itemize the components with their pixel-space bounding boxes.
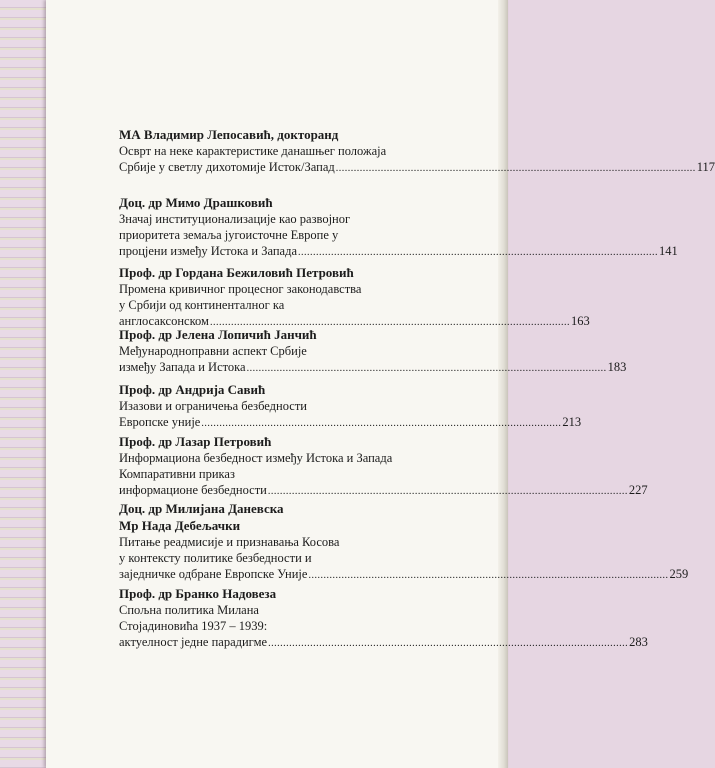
entry-title-line: Информациона безбедност између Истока и Запада [119, 451, 393, 465]
dot-leader: ........................................................................................................................ [268, 638, 629, 649]
toc-entry [119, 433, 648, 500]
entry-title-line: између Запада и Истока [119, 360, 246, 374]
page-number: 117 [696, 160, 715, 174]
entry-title-line: Стојадиновића 1937 – 1939: [119, 619, 268, 633]
toc-entry [119, 264, 590, 331]
entry-author: Проф. др Андрија Савић [119, 382, 266, 397]
entry-title-line: информационе безбедности [119, 483, 267, 497]
entry-last-line [119, 566, 689, 584]
entry-title-line: Компаративни приказ [119, 467, 235, 481]
page-number: 163 [570, 314, 590, 328]
entry-last-line [119, 359, 627, 377]
entry-title-line: заједничке одбране Европске Уније [119, 567, 308, 581]
entry-author: Доц. др Мимо Драшковић [119, 195, 273, 210]
entry-title-line: Промена кривичног процесног законодавства [119, 282, 362, 296]
entry-last-line [119, 159, 715, 177]
toc-entry [119, 326, 627, 377]
entry-title-line: Питање реадмисије и признавања Косова [119, 535, 340, 549]
entry-title-line: Осврт на неке карактеристике данашњег положаја [119, 144, 387, 158]
page-number: 183 [607, 360, 627, 374]
entry-author: Проф. др Лазар Петровић [119, 434, 272, 449]
toc-entry [119, 381, 582, 432]
entry-title-line: процјени између Истока и Запада [119, 244, 298, 258]
toc-entry [119, 585, 648, 652]
toc-entry [119, 194, 678, 261]
page-number: 141 [659, 244, 678, 258]
dot-leader: ........................................................................................................................ [246, 363, 607, 374]
page-number: 259 [669, 567, 689, 581]
page-number: 283 [629, 635, 648, 649]
entry-title-line: у Србији од континенталног ка [119, 298, 285, 312]
entry-title-line: Значај институционализације као развојног [119, 212, 351, 226]
entry-title-line: Међународноправни аспект Србије [119, 344, 307, 358]
entry-title-line: Изазови и ограничења безбедности [119, 399, 307, 413]
dot-leader: ........................................................................................................................ [209, 317, 570, 328]
toc-entry [119, 500, 689, 584]
entry-title-line: Спољна политика Милана [119, 603, 259, 617]
entry-title-line: актуелност једне парадигме [119, 635, 268, 649]
entry-title-line: Европске уније [119, 415, 201, 429]
page-number: 213 [562, 415, 582, 429]
dot-leader: ........................................................................................................................ [267, 486, 628, 497]
entry-title-line: англосаксонском [119, 314, 209, 328]
entry-last-line [119, 482, 648, 500]
entry-title-line: Србије у светлу дихотомије Исток/Запад [119, 160, 335, 174]
page-edge [498, 0, 508, 768]
dot-leader: ........................................................................................................................ [298, 247, 659, 258]
entry-author: Проф. др Бранко Надовеза [119, 586, 277, 601]
entry-title-line: у контексту политике безбедности и [119, 551, 312, 565]
dot-leader: ........................................................................................................................ [335, 163, 696, 174]
entry-author: Проф. др Гордана Бежиловић Петровић [119, 265, 354, 280]
entry-title-line: приоритета земаља југоисточне Европе у [119, 228, 339, 242]
dot-leader: ........................................................................................................................ [308, 570, 669, 581]
entry-author: Доц. др Милијана Даневска [119, 501, 284, 516]
entry-author: МА Владимир Лепосавић, докторанд [119, 127, 339, 142]
entry-last-line [119, 243, 678, 261]
entry-last-line [119, 634, 648, 652]
entry-last-line [119, 414, 582, 432]
page-number: 227 [628, 483, 648, 497]
entry-author: Мр Нада Дебељачки [119, 518, 241, 533]
entry-author: Проф. др Јелена Лопичић Јанчић [119, 327, 317, 342]
dot-leader: ........................................................................................................................ [201, 418, 562, 429]
toc-entry [119, 126, 715, 177]
